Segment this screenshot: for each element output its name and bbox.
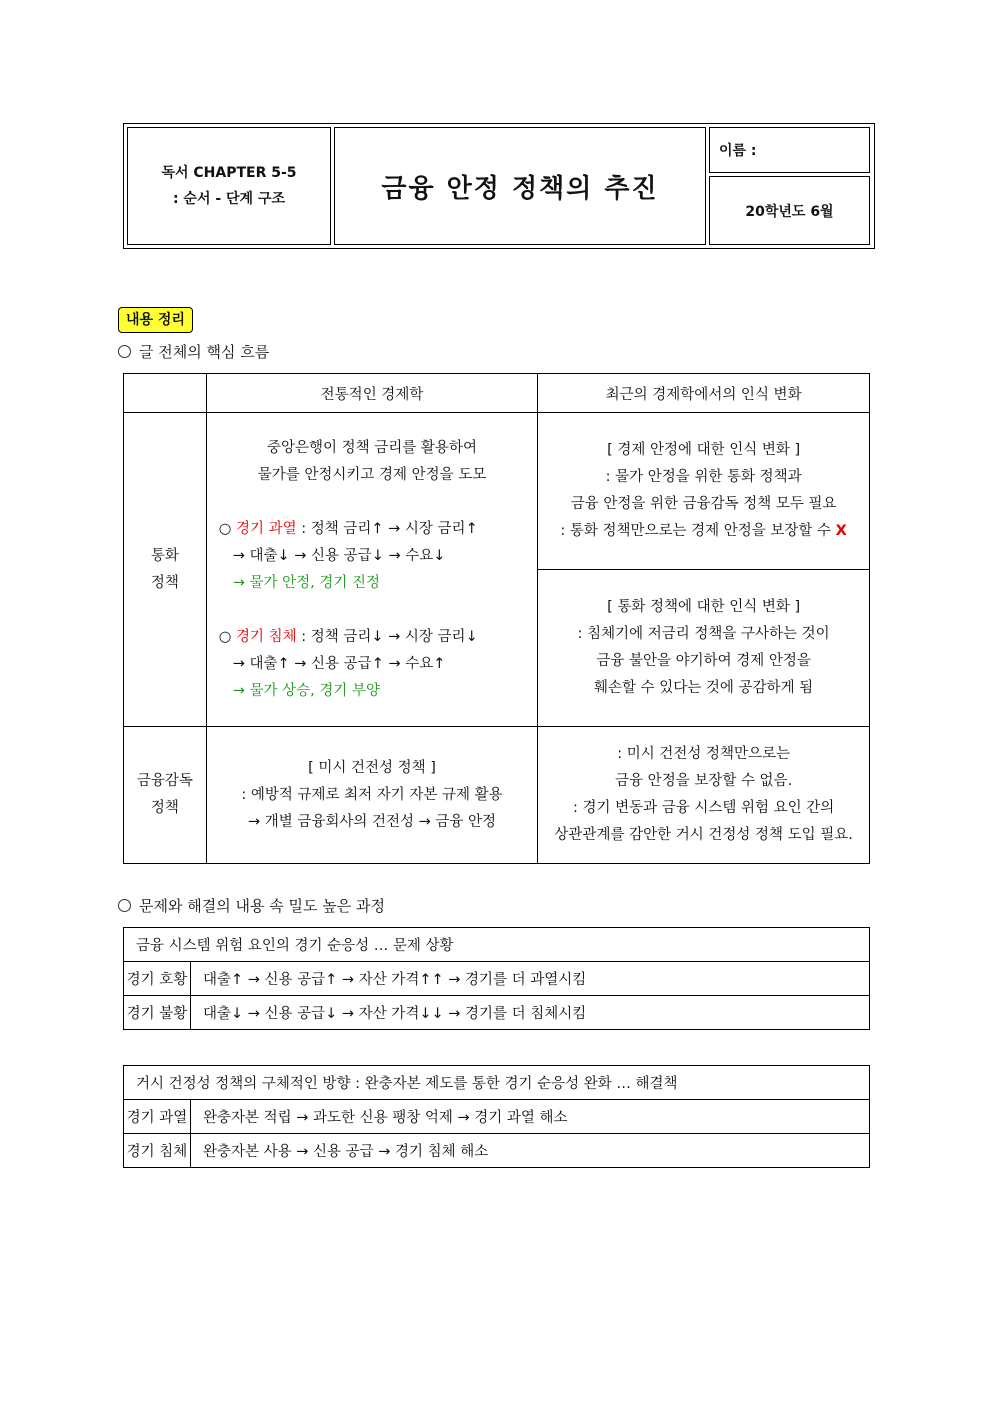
- solution-header: 거시 건정성 정책의 구체적인 방향 : 완충자본 제도를 통한 경기 순응성 완화 … 해결책: [124, 1066, 870, 1100]
- problem-row-label: 경기 호황: [124, 962, 191, 996]
- problem-row-label: 경기 불황: [124, 996, 191, 1030]
- overheat-bullet: ○: [218, 520, 237, 537]
- circle-bullet-icon: [118, 345, 131, 358]
- recent-econ-4-text: : 통화 정책만으로는 경제 안정을 보장할 수: [560, 523, 836, 539]
- section-2-heading: [118, 895, 385, 916]
- section-1-title: 글 전체의 핵심 흐름: [139, 343, 270, 361]
- solution-row-content: 완충자본 적립 → 과도한 신용 팽창 억제 → 경기 과열 해소: [191, 1100, 870, 1134]
- overheat-line-2: → 대출↓ → 신용 공급↓ → 수요↓: [232, 547, 446, 564]
- recession-line-2: → 대출↑ → 신용 공급↑ → 수요↑: [232, 655, 446, 672]
- recent-econ-2: : 물가 안정을 위한 통화 정책과: [605, 469, 802, 485]
- problem-row-content: 대출↑ → 신용 공급↑ → 자산 가격↑↑ → 경기를 더 과열시킴: [191, 962, 870, 996]
- recent-econ-3: 금융 안정을 위한 금융감독 정책 모두 필요: [570, 496, 837, 512]
- recession-line-3: → 물가 상승, 경기 부양: [232, 682, 381, 699]
- name-field[interactable]: 이름 :: [709, 127, 870, 173]
- solution-row-label: 경기 침체: [124, 1134, 191, 1168]
- solution-row-content: 완충자본 사용 → 신용 공급 → 경기 침체 해소: [191, 1134, 870, 1168]
- recent-econ-4: [538, 518, 869, 545]
- recent-supervision-3: : 경기 변동과 금융 시스템 위험 요인 간의: [572, 800, 835, 816]
- circle-bullet-icon: [118, 899, 131, 912]
- recession-rule: : 정책 금리↓ → 시장 금리↓: [296, 628, 478, 645]
- x-mark-icon: X: [835, 523, 847, 539]
- col-header-traditional: 전통적인 경제학: [206, 374, 537, 413]
- row-label-monetary-1: 통화: [150, 547, 179, 564]
- table-row: [124, 1134, 870, 1168]
- section-2-title: 문제와 해결의 내용 속 밀도 높은 과정: [139, 897, 385, 915]
- recent-economy-cell: [538, 413, 870, 570]
- chapter-box: [127, 127, 331, 245]
- worksheet-header: [123, 123, 875, 249]
- row-label-supervision: [124, 727, 207, 864]
- table-row: [124, 996, 870, 1030]
- chapter-line-2: : 순서 - 단계 구조: [172, 191, 286, 207]
- problem-header: 금융 시스템 위험 요인의 경기 순응성 … 문제 상황: [124, 928, 870, 962]
- trad-intro-1: 중앙은행이 정책 금리를 활용하여: [267, 439, 477, 456]
- recent-monetary-2: : 침체기에 저금리 정책을 구사하는 것이: [577, 626, 830, 642]
- flow-table: [123, 373, 870, 864]
- table-row: [124, 962, 870, 996]
- recent-supervision-2: 금융 안정을 보장할 수 없음.: [615, 773, 793, 789]
- recent-monetary-1: [ 통화 정책에 대한 인식 변화 ]: [607, 599, 801, 615]
- recent-econ-1: [ 경제 안정에 대한 인식 변화 ]: [607, 442, 801, 458]
- recent-monetary-cell: [538, 570, 870, 727]
- trad-intro-2: 물가를 안정시키고 경제 안정을 도모: [257, 466, 487, 483]
- col-header-recent: 최근의 경제학에서의 인식 변화: [538, 374, 870, 413]
- trad-supervision-3: → 개별 금융회사의 건전성 → 금융 안정: [247, 813, 497, 830]
- problem-row-content: 대출↓ → 신용 공급↓ → 자산 가격↓↓ → 경기를 더 침체시킴: [191, 996, 870, 1030]
- chapter-line-1: 독서 CHAPTER 5-5: [161, 165, 297, 181]
- overheat-keyword: 경기 과열: [236, 520, 297, 537]
- section-1-heading: [118, 341, 269, 362]
- problem-table: [123, 927, 870, 1030]
- summary-tag: 내용 정리: [118, 307, 193, 333]
- date-box: 20학년도 6월: [709, 176, 870, 245]
- page-title: 금융 안정 정책의 추진: [334, 127, 706, 245]
- recent-monetary-3: 금융 불안을 야기하여 경제 안정을: [596, 653, 811, 669]
- recession-line-1: [207, 624, 537, 651]
- recent-supervision-cell: [538, 727, 870, 864]
- trad-supervision-1: [ 미시 건전성 정책 ]: [308, 759, 436, 776]
- row-label-supervision-2: 정책: [150, 800, 179, 816]
- recession-keyword: 경기 침체: [236, 628, 297, 645]
- row-label-supervision-1: 금융감독: [136, 773, 193, 789]
- recession-bullet: ○: [218, 628, 237, 645]
- solution-row-label: 경기 과열: [124, 1100, 191, 1134]
- corner-cell: [124, 374, 207, 413]
- overheat-rule: : 정책 금리↑ → 시장 금리↑: [296, 520, 478, 537]
- overheat-line-3: → 물가 안정, 경기 진정: [232, 574, 381, 591]
- table-row: [124, 1100, 870, 1134]
- recent-supervision-4: 상관관계를 감안한 거시 건정성 정책 도입 필요.: [554, 827, 853, 843]
- trad-supervision-2: : 예방적 규제로 최저 자기 자본 규제 활용: [241, 786, 503, 803]
- row-label-monetary-2: 정책: [150, 574, 179, 591]
- traditional-monetary-cell: [206, 413, 537, 727]
- traditional-supervision-cell: [206, 727, 537, 864]
- solution-table: [123, 1065, 870, 1168]
- recent-supervision-1: : 미시 건전성 정책만으로는: [617, 746, 791, 762]
- row-label-monetary: [124, 413, 207, 727]
- recent-monetary-4: 훼손할 수 있다는 것에 공감하게 됨: [594, 680, 814, 696]
- overheat-line-1: [207, 516, 537, 543]
